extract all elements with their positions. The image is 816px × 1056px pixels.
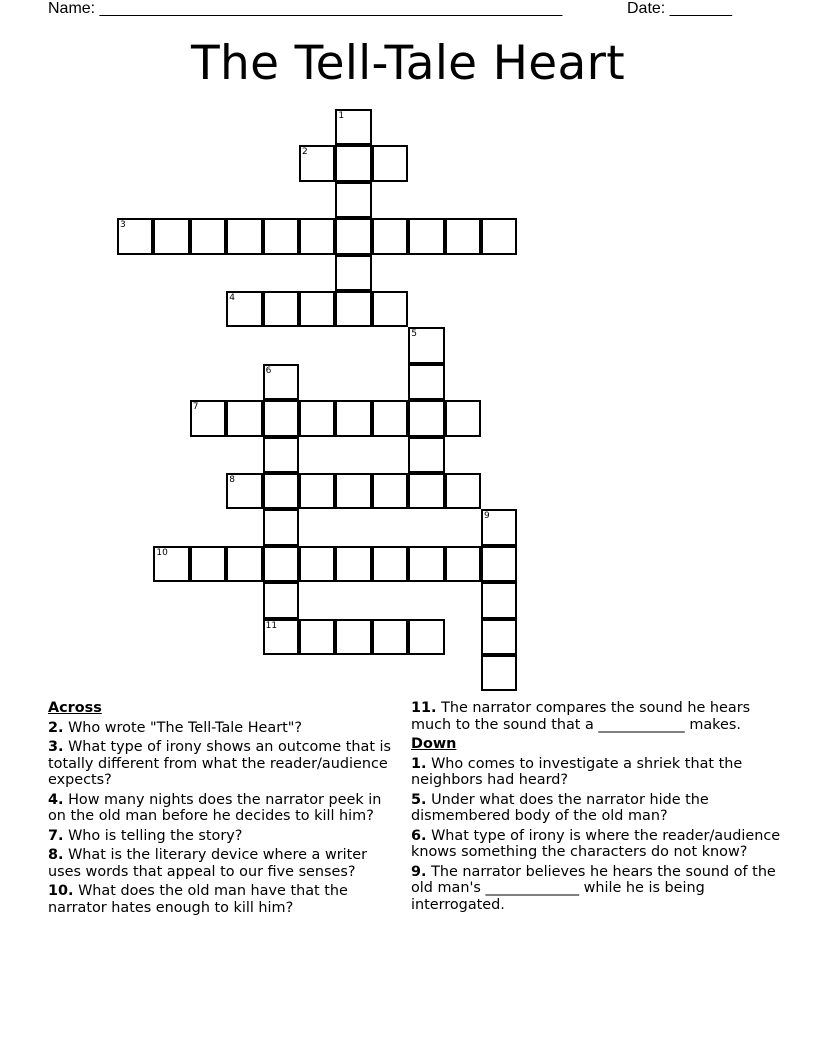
crossword-cell[interactable] <box>408 400 444 436</box>
clue-number: 5 <box>411 329 417 340</box>
crossword-cell[interactable] <box>335 400 371 436</box>
crossword-cell[interactable] <box>335 218 371 254</box>
crossword-cell[interactable] <box>299 473 335 509</box>
clue-across-4: 4. How many nights does the narrator peek in on the old man before he decides to kill him? <box>48 791 382 824</box>
clue-number: 6 <box>265 365 272 376</box>
across-heading: Across <box>48 700 102 716</box>
crossword-cell[interactable] <box>226 218 262 254</box>
crossword-cell[interactable] <box>335 182 371 218</box>
crossword-cell[interactable] <box>263 291 299 327</box>
crossword-cell[interactable] <box>263 582 299 618</box>
crossword-cell[interactable] <box>263 218 299 254</box>
page-title: The Tell-Tale Heart <box>191 36 625 91</box>
clue-number: 7 <box>192 402 199 413</box>
crossword-cell[interactable] <box>226 546 262 582</box>
crossword-cell[interactable] <box>408 437 444 473</box>
clue-number: 3 <box>120 220 126 231</box>
clues-right-column <box>411 700 781 916</box>
crossword-cell[interactable] <box>299 619 335 655</box>
down-heading: Down <box>411 736 457 752</box>
clue-number: 9 <box>484 511 490 522</box>
crossword-cell[interactable] <box>263 400 299 436</box>
crossword-cell[interactable] <box>335 291 371 327</box>
crossword-cell[interactable] <box>408 364 444 400</box>
crossword-cell[interactable] <box>408 218 444 254</box>
crossword-cell[interactable] <box>372 473 408 509</box>
clue-number: 4 <box>229 293 235 303</box>
clue-down-5: 5. Under what does the narrator hide the dismembered body of the old man? <box>411 791 709 824</box>
crossword-cell[interactable] <box>263 473 299 509</box>
crossword-cell[interactable] <box>408 473 444 509</box>
crossword-cell[interactable] <box>335 619 371 655</box>
crossword-cell[interactable] <box>226 400 262 436</box>
crossword-cell[interactable] <box>372 291 408 327</box>
crossword-cell[interactable] <box>335 546 371 582</box>
crossword-cell[interactable] <box>299 291 335 327</box>
crossword-cell[interactable] <box>445 473 481 509</box>
crossword-cell[interactable] <box>481 509 517 545</box>
crossword-cell[interactable] <box>481 218 517 254</box>
clue-down-6: 6. What type of irony is where the reader/audience knows something the characters do not know? <box>411 827 781 860</box>
crossword-cell[interactable] <box>481 582 517 618</box>
clue-across-8: 8. What is the literary device where a writer uses words that appeal to our five senses? <box>48 847 368 880</box>
crossword-cell[interactable] <box>117 218 153 254</box>
crossword-cell[interactable] <box>226 291 262 327</box>
clue-number: 1 <box>338 111 345 121</box>
crossword-cell[interactable] <box>299 546 335 582</box>
clue-number: 11 <box>265 620 278 631</box>
crossword-cell[interactable] <box>372 218 408 254</box>
clue-across-2: 2. Who wrote "The Tell-Tale Heart"? <box>48 719 303 736</box>
crossword-cell[interactable] <box>263 619 299 655</box>
crossword-cell[interactable] <box>190 218 226 254</box>
crossword-cell[interactable] <box>153 218 189 254</box>
crossword-cell[interactable] <box>335 109 371 145</box>
crossword-cell[interactable] <box>372 145 408 181</box>
crossword-cell[interactable] <box>481 619 517 655</box>
crossword-cell[interactable] <box>263 509 299 545</box>
crossword-cell[interactable] <box>335 473 371 509</box>
crossword-cell[interactable] <box>408 327 444 363</box>
crossword-cell[interactable] <box>372 619 408 655</box>
crossword-cell[interactable] <box>299 218 335 254</box>
crossword-cell[interactable] <box>335 255 371 291</box>
crossword-cell[interactable] <box>263 437 299 473</box>
name-field[interactable]: Name: ____________________________________________________ <box>48 0 563 17</box>
clue-across-11: 11. The narrator compares the sound he hears much to the sound that a ____________ makes. <box>411 700 751 733</box>
clue-number: 2 <box>302 147 308 158</box>
crossword-cell[interactable] <box>263 364 299 400</box>
date-field[interactable]: Date: _______ <box>627 0 732 17</box>
crossword-cell[interactable] <box>226 473 262 509</box>
clue-across-3: 3. What type of irony shows an outcome that is totally different from what the reader/audience expects? <box>48 739 392 788</box>
crossword-cell[interactable] <box>299 145 335 181</box>
crossword-cell[interactable] <box>481 655 517 691</box>
crossword-cell[interactable] <box>190 400 226 436</box>
crossword-cell[interactable] <box>481 546 517 582</box>
crossword-cell[interactable] <box>335 145 371 181</box>
clue-across-10: 10. What does the old man have that the narrator hates enough to kill him? <box>48 883 348 916</box>
crossword-cell[interactable] <box>190 546 226 582</box>
crossword-cell[interactable] <box>445 546 481 582</box>
crossword-cell[interactable] <box>372 546 408 582</box>
clue-down-9: 9. The narrator believes he hears the sound of the old man's _____________ while he is being interrogated. <box>411 863 776 913</box>
crossword-cell[interactable] <box>445 218 481 254</box>
clue-down-1: 1. Who comes to investigate a shriek that the neighbors had heard? <box>411 755 743 788</box>
clue-number: 8 <box>229 475 235 485</box>
clues-left-column <box>48 700 393 919</box>
crossword-cell[interactable] <box>263 546 299 582</box>
clue-number: 10 <box>156 547 168 558</box>
crossword-cell[interactable] <box>408 619 444 655</box>
crossword-cell[interactable] <box>299 400 335 436</box>
clue-across-7: 7. Who is telling the story? <box>48 827 243 844</box>
crossword-cell[interactable] <box>153 546 189 582</box>
crossword-cell[interactable] <box>445 400 481 436</box>
crossword-cell[interactable] <box>372 400 408 436</box>
crossword-cell[interactable] <box>408 546 444 582</box>
